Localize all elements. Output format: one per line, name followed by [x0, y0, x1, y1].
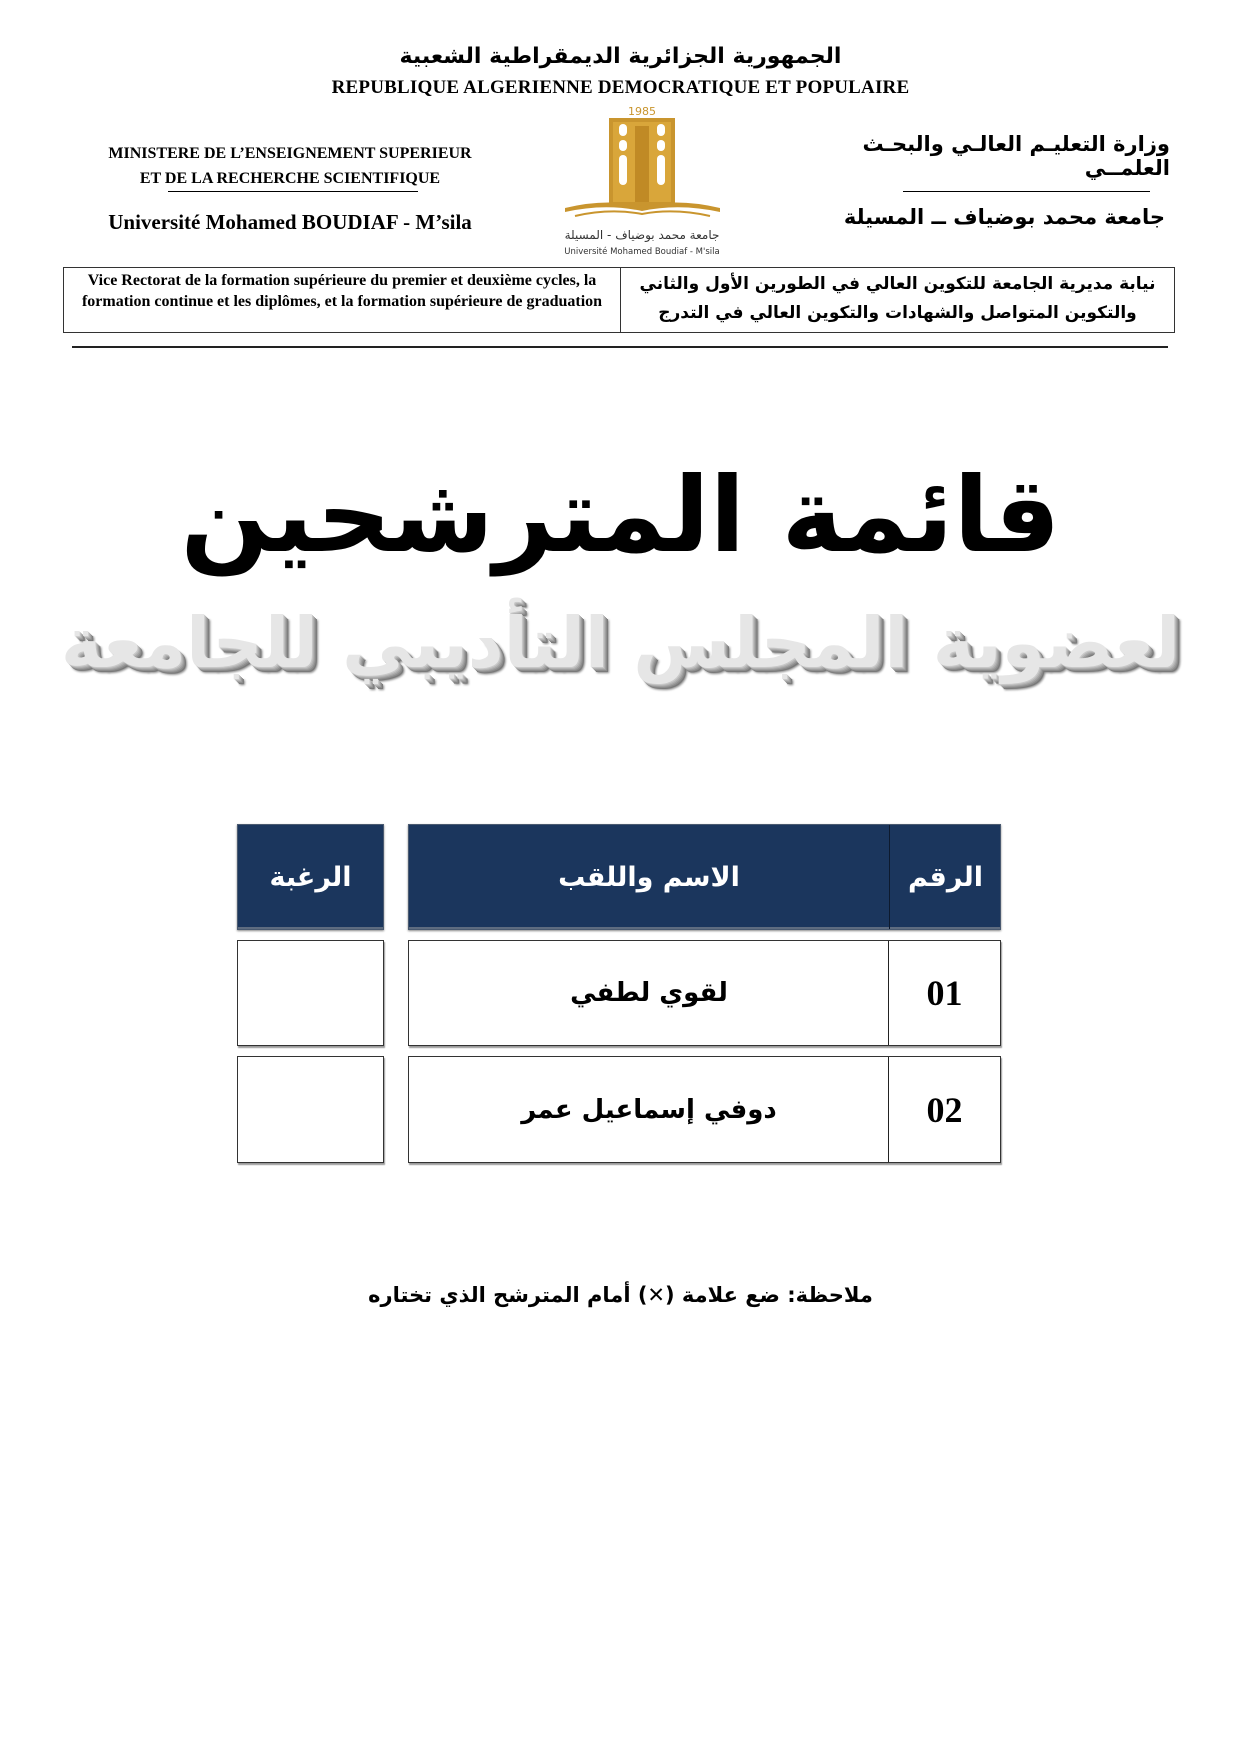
- page-subtitle: لعضوية المجلس التأديبي للجامعة: [60, 602, 1181, 684]
- republic-name-french: REPUBLIQUE ALGERIENNE DEMOCRATIQUE ET POPULAIRE: [331, 77, 910, 98]
- logo-year: 1985: [628, 105, 656, 118]
- column-header-choice-label: الرغبة: [269, 861, 352, 893]
- candidate-number: 02: [926, 1089, 963, 1130]
- ministry-french-line1: MINISTERE DE L’ENSEIGNEMENT SUPERIEUR: [108, 145, 472, 162]
- university-logo-graphic: [545, 104, 740, 264]
- logo-name-arabic: جامعة محمد بوضياف - المسيلة: [564, 228, 720, 242]
- republic-name-arabic: الجمهورية الجزائرية الديمقراطية الشعبية: [399, 44, 842, 69]
- ministry-french-line2: ET DE LA RECHERCHE SCIENTIFIQUE: [139, 170, 441, 187]
- ministry-french: [70, 141, 510, 191]
- column-header-name-label: الاسم واللقب: [558, 861, 740, 893]
- candidate-name: دوفي إسماعيل عمر: [521, 1094, 777, 1125]
- ministry-arabic-divider: [903, 191, 1150, 192]
- choice-checkbox-row-2[interactable]: [237, 1056, 384, 1163]
- choice-checkbox-row-1[interactable]: [237, 940, 384, 1046]
- column-header-group: [408, 824, 1001, 930]
- university-name-french: Université Mohamed BOUDIAF - M’sila: [108, 210, 472, 234]
- candidate-number: 01: [926, 973, 963, 1013]
- column-header-choice: [237, 824, 384, 930]
- ministry-arabic: وزارة التعليـم العالـي والبحـث العلمــي: [862, 132, 1170, 180]
- page-title: قائمة المترشحين: [180, 454, 1061, 576]
- logo-name-french: Université Mohamed Boudiaf - M'sila: [564, 247, 720, 257]
- department-box: [63, 267, 1175, 333]
- department-french: Vice Rectorat de la formation supérieure du premier et deuxième cycles, la formation continue et les diplômes, et la formation supérieure de graduation: [64, 268, 621, 332]
- column-header-number-label: الرقم: [907, 861, 984, 893]
- university-name-arabic: جامعة محمد بوضياف ــ المسيلة: [843, 205, 1165, 229]
- header-divider: [72, 346, 1168, 348]
- instruction-note: ملاحظة: ضع علامة (✕) أمام المترشح الذي تختاره: [368, 1283, 873, 1307]
- department-arabic: [621, 268, 1174, 332]
- university-logo: [545, 104, 740, 264]
- logo-book-page: [575, 211, 710, 216]
- department-arabic-line1: نيابة مديرية الجامعة للتكوين العالي في الطورين الأول والثاني: [639, 274, 1156, 294]
- column-header-number: [890, 825, 1001, 929]
- column-header-name: [409, 825, 889, 929]
- logo-center-column: [635, 126, 649, 202]
- department-arabic-line2: والتكوين المتواصل والشهادات والتكوين العالي في التدرج: [658, 303, 1137, 323]
- ministry-french-divider: [168, 191, 418, 192]
- candidate-name: لقوي لطفي: [570, 978, 728, 1008]
- table-row: [408, 1056, 1001, 1163]
- table-row: [408, 940, 1001, 1046]
